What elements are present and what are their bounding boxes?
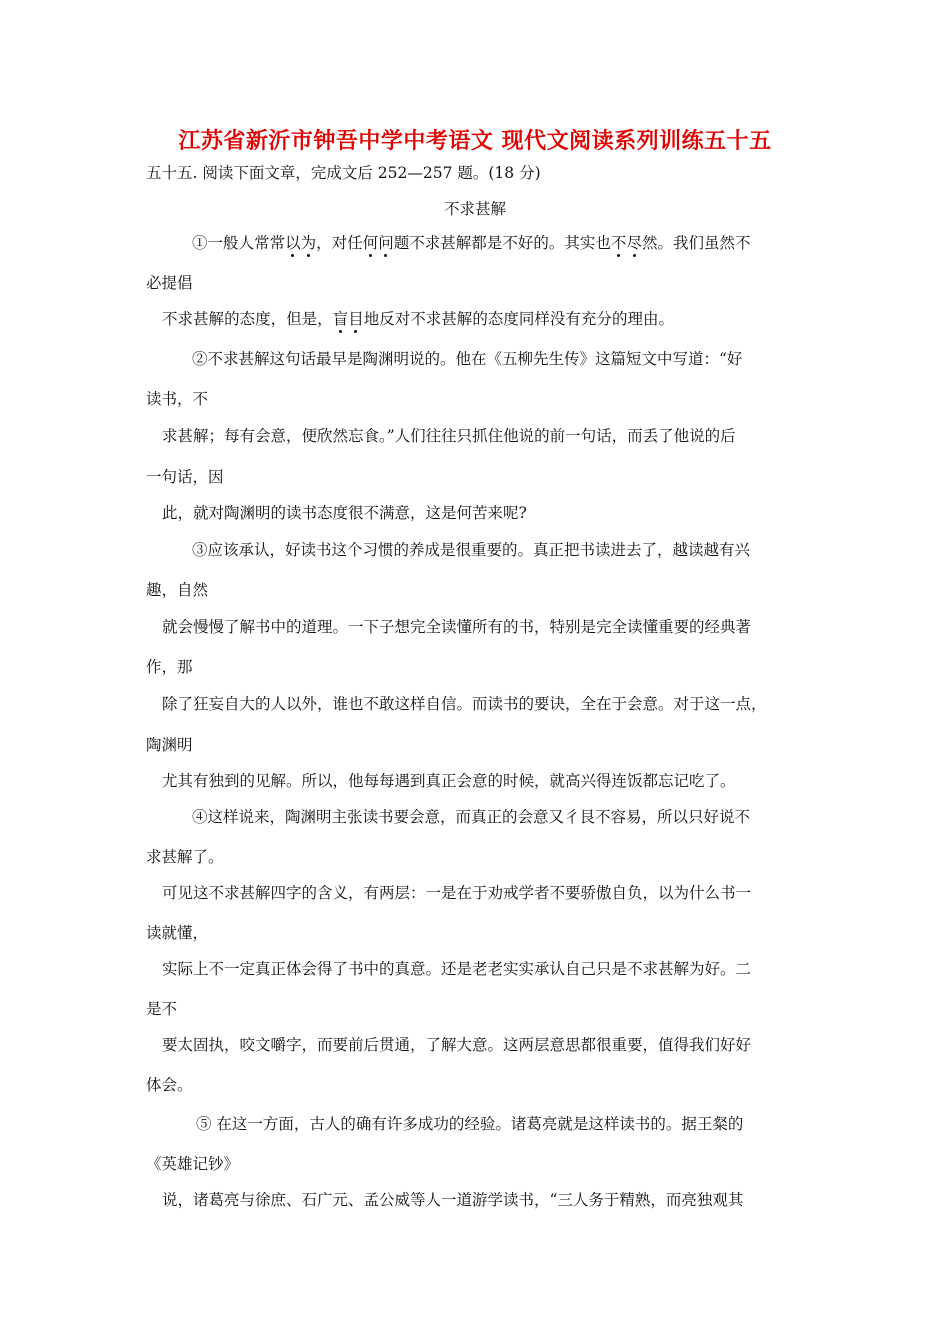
document-title: 江苏省新沂市钟吾中学中考语文 现代文阅读系列训练五十五 [178, 128, 772, 154]
article-line: 体会。 [146, 1076, 193, 1094]
emphasis-char: 为 [300, 234, 317, 252]
article-line: 一句话，因 [146, 468, 224, 486]
article-line: 可见这不求甚解四字的含义，有两层：一是在于劝戒学者不要骄傲自负，以为什么书一 [162, 884, 752, 902]
emphasis-char: 何 [362, 234, 379, 252]
article-line: 此，就对陶渊明的读书态度很不满意，这是何苦来呢? [162, 504, 527, 522]
article-line: 说，诸葛亮与徐庶、石广元、孟公威等人一道游学读书，“三人务于精熟，而亮独观其 [162, 1191, 744, 1209]
emphasis-char: 盲 [332, 310, 349, 328]
article-line: ①一般人常常以为，对任何问题不求甚解都是不好的。其实也不尽然。我们虽然不 [192, 234, 751, 252]
article-line: 读就懂， [146, 924, 209, 942]
article-line: 必提倡 [146, 274, 193, 292]
article-line: 除了狂妄自大的人以外，谁也不敢这样自信。而读书的要诀，全在于会意。对于这一点， [162, 695, 767, 713]
article-line: ②不求甚解这句话最早是陶渊明说的。他在《五柳先生传》这篇短文中写道：“好 [192, 350, 743, 368]
article-line: 读书，不 [146, 390, 209, 408]
emphasis-char: 尽 [626, 234, 642, 252]
article-line: 实际上不一定真正体会得了书中的真意。还是老老实实承认自己只是不求甚解为好。二 [162, 960, 752, 978]
article-line: 不求甚解的态度，但是，盲目地反对不求甚解的态度同样没有充分的理由。 [162, 310, 675, 328]
article-line: 就会慢慢了解书中的道理。一下子想完全读懂所有的书，特别是完全读懂重要的经典著 [162, 618, 752, 636]
article-line: 是不 [146, 1000, 178, 1018]
emphasis-char: 不 [610, 234, 627, 252]
article-line: 《英雄记钞》 [146, 1155, 240, 1173]
question-instruction: 五十五. 阅读下面文章，完成文后 252—257 题。(18 分) [146, 164, 541, 182]
article-line: 要太固执，咬文嚼字，而要前后贯通，了解大意。这两层意思都很重要，值得我们好好 [162, 1036, 752, 1054]
emphasis-char: 问 [378, 234, 394, 252]
article-line: ③应该承认，好读书这个习惯的养成是很重要的。真正把书读进去了，越读越有兴 [192, 541, 751, 559]
emphasis-char: 目 [348, 310, 364, 328]
article-line: ④这样说来，陶渊明主张读书要会意，而真正的会意又彳艮不容易，所以只好说不 [192, 808, 751, 826]
article-line: 趣，自然 [146, 581, 209, 599]
article-title: 不求甚解 [443, 200, 506, 218]
article-line: 尤其有独到的见解。所以，他每每遇到真正会意的时候，就高兴得连饭都忘记吃了。 [162, 772, 736, 790]
emphasis-char: 以 [285, 234, 301, 252]
article-line: 作，那 [146, 658, 193, 676]
article-line: 陶渊明 [146, 736, 193, 754]
article-line: 求甚解了。 [146, 848, 224, 866]
article-line: ⑤ 在这一方面，古人的确有许多成功的经验。诸葛亮就是这样读书的。据王粲的 [196, 1115, 744, 1133]
article-line: 求甚解；每有会意，便欣然忘食。”人们往往只抓住他说的前一句话，而丢了他说的后 [162, 427, 736, 445]
